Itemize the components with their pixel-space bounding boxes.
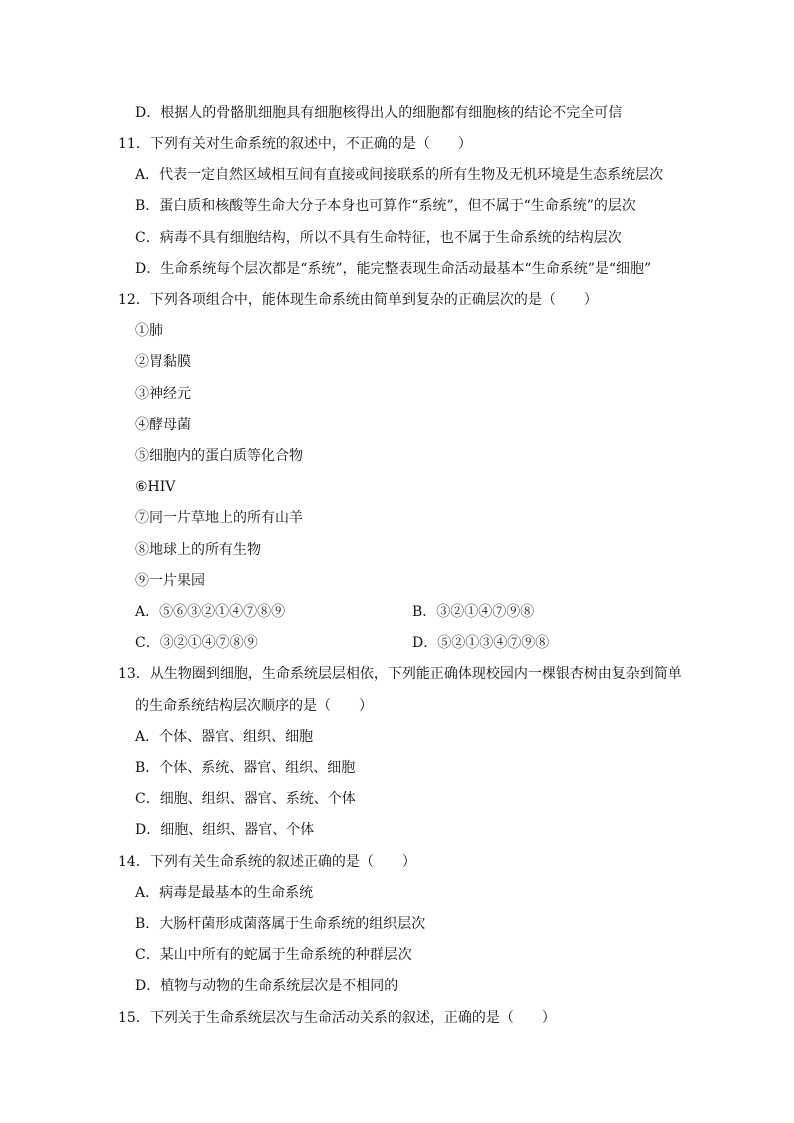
question-13-option-a: A．个体、器官、组织、细胞 — [135, 729, 314, 745]
question-12-item: ①肺 — [135, 323, 163, 339]
question-12-item: ②胃黏膜 — [135, 354, 191, 370]
question-14-option-c: C．某山中所有的蛇属于生命系统的种群层次 — [135, 947, 412, 963]
question-14-option-b: B．大肠杆菌形成菌落属于生命系统的组织层次 — [135, 916, 426, 932]
question-12-option-a: A．⑤⑥③②①④⑦⑧⑨ — [135, 604, 286, 620]
question-13-stem-continued: 的生命系统结构层次顺序的是（ ） — [135, 698, 373, 714]
question-15-stem: 15．下列关于生命系统层次与生命活动关系的叙述，正确的是（ ） — [118, 1010, 556, 1026]
question-12-item: ③神经元 — [135, 386, 191, 402]
question-12-item: ⑨一片果园 — [135, 573, 205, 589]
question-11-option-a: A．代表一定自然区域相互间有直接或间接联系的所有生物及无机环境是生态系统层次 — [135, 167, 664, 183]
question-13-option-b: B．个体、系统、器官、组织、细胞 — [135, 760, 356, 776]
question-14-option-a: A．病毒是最基本的生命系统 — [135, 885, 314, 901]
question-12-item: ⑦同一片草地上的所有山羊 — [135, 510, 303, 526]
question-14-option-d: D．植物与动物的生命系统层次是不相同的 — [135, 978, 399, 994]
prev-question-option-d: D．根据人的骨骼肌细胞具有细胞核得出人的细胞都有细胞核的结论不完全可信 — [135, 105, 623, 121]
question-12-option-b: B．③②①④⑦⑨⑧ — [412, 604, 535, 620]
question-12-item: ④酵母菌 — [135, 417, 191, 433]
question-11-option-c: C．病毒不具有细胞结构，所以不具有生命特征，也不属于生命系统的结构层次 — [135, 230, 622, 246]
question-11-stem: 11．下列有关对生命系统的叙述中，不正确的是（ ） — [118, 136, 472, 152]
question-12-stem: 12．下列各项组合中，能体现生命系统由简单到复杂的正确层次的是（ ） — [118, 292, 598, 308]
question-12-item: ⑥HIV — [135, 479, 176, 495]
question-12-item: ⑤细胞内的蛋白质等化合物 — [135, 448, 303, 464]
question-12-option-d: D．⑤②①③④⑦⑨⑧ — [412, 635, 550, 651]
question-11-option-b: B．蛋白质和核酸等生命大分子本身也可算作“系统”，但不属于“生命系统”的层次 — [135, 198, 636, 214]
question-12-option-c: C．③②①④⑦⑧⑨ — [135, 635, 258, 651]
question-12-item: ⑧地球上的所有生物 — [135, 542, 261, 558]
question-13-option-d: D．细胞、组织、器官、个体 — [135, 822, 315, 838]
question-13-option-c: C．细胞、组织、器官、系统、个体 — [135, 791, 356, 807]
question-11-option-d: D．生命系统每个层次都是“系统”，能完整表现生命活动最基本“生命系统”是“细胞” — [135, 261, 652, 277]
question-14-stem: 14．下列有关生命系统的叙述正确的是（ ） — [118, 854, 416, 870]
question-13-stem: 13．从生物圈到细胞，生命系统层层相依，下列能正确体现校园内一棵银杏树由复杂到简单 — [118, 666, 682, 682]
